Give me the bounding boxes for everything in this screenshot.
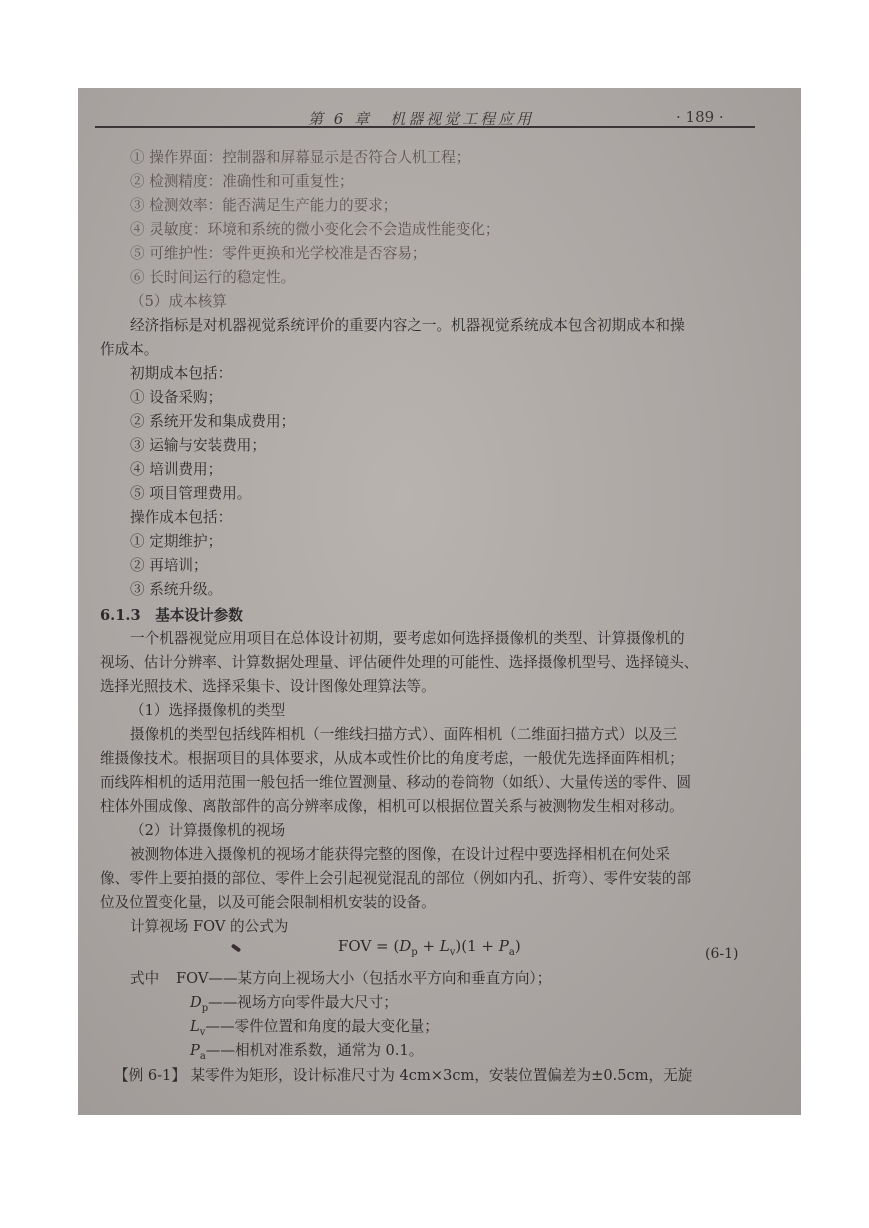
definition-lv-symbol: L — [190, 1018, 200, 1035]
list-item: ② 检测精度：准确性和可重复性； — [130, 173, 354, 190]
formula-plus: + — [417, 937, 440, 955]
page-photo — [78, 88, 801, 1115]
list-item: ① 操作界面：控制器和屏幕显示是否符合人机工程； — [130, 149, 471, 166]
header-rule — [95, 126, 755, 128]
definition-lv-sub: v — [199, 1026, 206, 1038]
running-header-title: 第 6 章 机器视觉工程应用 — [308, 110, 535, 128]
paragraph-line: 经济指标是对机器视觉系统评价的重要内容之一。机器视觉系统成本包含初期成本和操 — [130, 317, 685, 334]
ink-mark — [231, 943, 241, 952]
paragraph-line: 作成本。 — [100, 341, 159, 358]
list-item: ⑤ 项目管理费用。 — [130, 485, 252, 502]
formula-lv-sub: v — [449, 947, 456, 958]
definition-dp-symbol: D — [190, 994, 202, 1011]
definition-lv — [190, 1017, 439, 1043]
paragraph-line: 选择光照技术、选择采集卡、设计图像处理算法等。 — [100, 678, 436, 695]
list-item: ① 设备采购； — [130, 389, 223, 406]
formula-pa-sub: a — [508, 947, 515, 958]
list-label: 操作成本包括： — [130, 509, 233, 526]
definition-pa-sub: a — [199, 1050, 206, 1062]
page-number: · 189 · — [676, 108, 724, 126]
definition-dp-text: ——视场方向零件最大尺寸； — [208, 994, 398, 1011]
subsection-heading: （2）计算摄像机的视场 — [130, 822, 286, 839]
list-item: ④ 灵敏度：环境和系统的微小变化会不会造成性能变化； — [130, 221, 500, 238]
definition-fov: FOV——某方向上视场大小（包括水平方向和垂直方向）； — [176, 970, 552, 987]
formula-mid: )(1 + — [455, 937, 499, 955]
definition-dp-sub: p — [201, 1002, 209, 1014]
paragraph-line: 一个机器视觉应用项目在总体设计初期，要考虑如何选择摄像机的类型、计算摄像机的 — [130, 630, 685, 647]
paragraph-line: 位及位置变化量，以及可能会限制相机安装的设备。 — [100, 894, 436, 911]
formula-dp: D — [399, 937, 412, 955]
paragraph-line: 视场、估计分辨率、计算数据处理量、评估硬件处理的可能性、选择摄像机型号、选择镜头、 — [100, 654, 699, 671]
section-heading: 6.1.3 基本设计参数 — [100, 607, 243, 624]
paragraph-line: 而线阵相机的适用范围一般包括一维位置测量、移动的卷筒物（如纸）、大量传送的零件、圆 — [100, 774, 692, 791]
example-line: 【例 6-1】 某零件为矩形，设计标准尺寸为 4cm×3cm，安装位置偏差为±0.5cm，无旋 — [114, 1067, 693, 1084]
paragraph-line: 被测物体进入摄像机的视场才能获得完整的图像，在设计过程中要选择相机在何处采 — [130, 846, 670, 863]
list-item: ③ 检测效率：能否满足生产能力的要求； — [130, 197, 398, 214]
formula-pa: P — [498, 937, 509, 955]
definition-pa-symbol: P — [190, 1042, 200, 1059]
formula-end: ) — [514, 937, 521, 955]
formula-lhs: FOV = ( — [338, 937, 400, 955]
formula-dp-sub: p — [411, 947, 418, 958]
subsection-heading: （1）选择摄像机的类型 — [130, 702, 286, 719]
definition-pa — [190, 1041, 423, 1067]
definition-pa-text: ——相机对准系数，通常为 0.1。 — [205, 1042, 424, 1059]
list-item: ③ 运输与安装费用； — [130, 437, 266, 454]
paragraph-line: 柱体外围成像、离散部件的高分辨率成像，相机可以根据位置关系与被测物发生相对移动。 — [100, 798, 684, 815]
list-item: ⑤ 可维护性：零件更换和光学校准是否容易； — [130, 245, 427, 262]
list-item: ① 定期维护； — [130, 533, 223, 550]
list-item: ⑥ 长时间运行的稳定性。 — [130, 269, 296, 286]
paragraph-line: 摄像机的类型包括线阵相机（一维线扫描方式）、面阵相机（二维面扫描方式）以及三 — [130, 726, 678, 743]
list-label: 初期成本包括： — [130, 365, 233, 382]
list-item: ② 系统开发和集成费用； — [130, 413, 296, 430]
formula-number: (6-1) — [705, 946, 739, 962]
paragraph-line: 像、零件上要拍摄的部位、零件上会引起视觉混乱的部位（例如内孔、折弯）、零件安装的部 — [100, 870, 692, 887]
book-page — [78, 88, 801, 1115]
fov-formula — [338, 937, 521, 958]
list-item: ④ 培训费用； — [130, 461, 223, 478]
definition-lv-text: ——零件位置和角度的最大变化量； — [205, 1018, 439, 1035]
list-item: ③ 系统升级。 — [130, 581, 223, 598]
definition-dp — [190, 993, 398, 1019]
formula-intro: 计算视场 FOV 的公式为 — [130, 918, 289, 935]
where-label: 式中 — [130, 970, 160, 987]
paragraph-line: 维摄像技术。根据项目的具体要求，从成本或性价比的角度考虑，一般优先选择面阵相机； — [100, 750, 684, 767]
formula-lv: L — [439, 937, 450, 955]
subsection-heading: （5）成本核算 — [130, 293, 227, 310]
list-item: ② 再培训； — [130, 557, 208, 574]
